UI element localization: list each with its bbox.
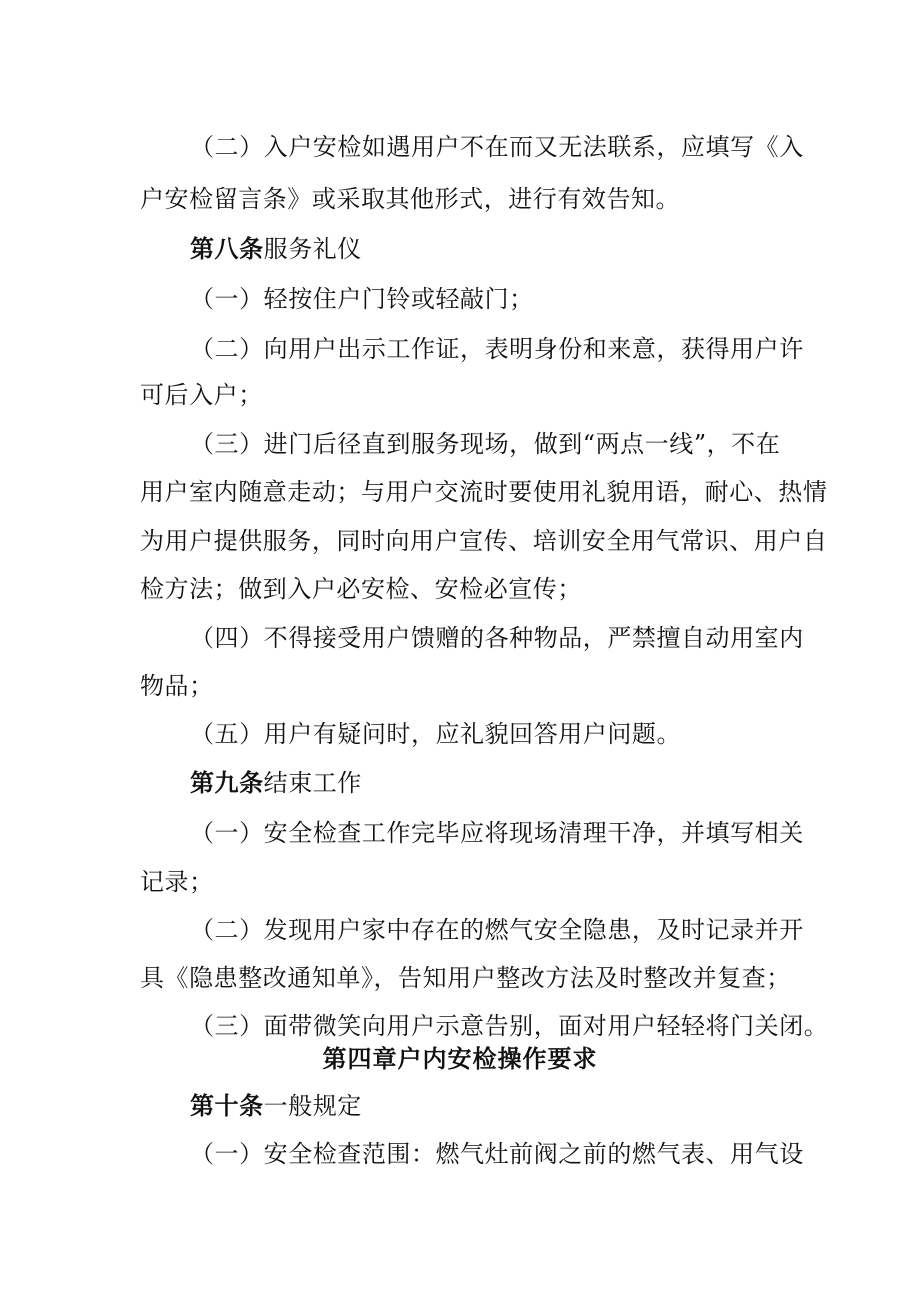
- paragraph-line: （三）进门后径直到服务现场，做到“两点一线”，不在: [190, 430, 781, 458]
- paragraph-line: 可后入户；: [140, 381, 263, 409]
- article-label: 第十条: [190, 1091, 264, 1120]
- article-title: 结束工作: [263, 769, 362, 797]
- paragraph-line: （二）入户安检如遇用户不在而又无法联系，应填写《入: [190, 133, 804, 161]
- article-8-heading: [190, 233, 840, 265]
- paragraph-line: （三）面带微笑向用户示意告别，面对用户轻轻将门关闭。: [190, 1012, 829, 1040]
- article-label: 第九条: [190, 768, 264, 797]
- paragraph-line: 物品；: [140, 672, 214, 700]
- paragraph-line: 为用户提供服务，同时向用户宣传、培训安全用气常识、用户自: [140, 527, 828, 555]
- article-label: 第八条: [190, 234, 264, 263]
- paragraph-line: 记录；: [140, 868, 214, 896]
- paragraph-line: 户安检留言条》或采取其他形式，进行有效告知。: [140, 185, 681, 213]
- paragraph-line: 检方法；做到入户必安检、安检必宣传；: [140, 575, 582, 603]
- paragraph-line: （一）安全检查范围：燃气灶前阀之前的燃气表、用气设: [190, 1140, 804, 1168]
- paragraph-line: （一）安全检查工作完毕应将现场清理干净，并填写相关: [190, 819, 804, 847]
- article-title: 一般规定: [263, 1092, 362, 1120]
- chapter-title: 第四章户内安检操作要求: [322, 1044, 598, 1073]
- paragraph-line: （二）向用户出示工作证，表明身份和来意，获得用户许: [190, 335, 804, 363]
- article-10-heading: [190, 1090, 840, 1122]
- paragraph-line: 具《隐患整改通知单》，告知用户整改方法及时整改并复查；: [140, 964, 791, 992]
- article-title: 服务礼仪: [263, 235, 362, 263]
- paragraph-line: （二）发现用户家中存在的燃气安全隐患，及时记录并开: [190, 916, 804, 944]
- article-9-heading: [190, 767, 840, 799]
- paragraph-line: （一）轻按住户门铃或轻敲门；: [190, 285, 534, 313]
- paragraph-line: 用户室内随意走动；与用户交流时要使用礼貌用语，耐心、热情: [140, 478, 828, 506]
- paragraph-line: （五）用户有疑问时，应礼貌回答用户问题。: [190, 720, 681, 748]
- paragraph-line: （四）不得接受用户馈赠的各种物品，严禁擅自动用室内: [190, 624, 804, 652]
